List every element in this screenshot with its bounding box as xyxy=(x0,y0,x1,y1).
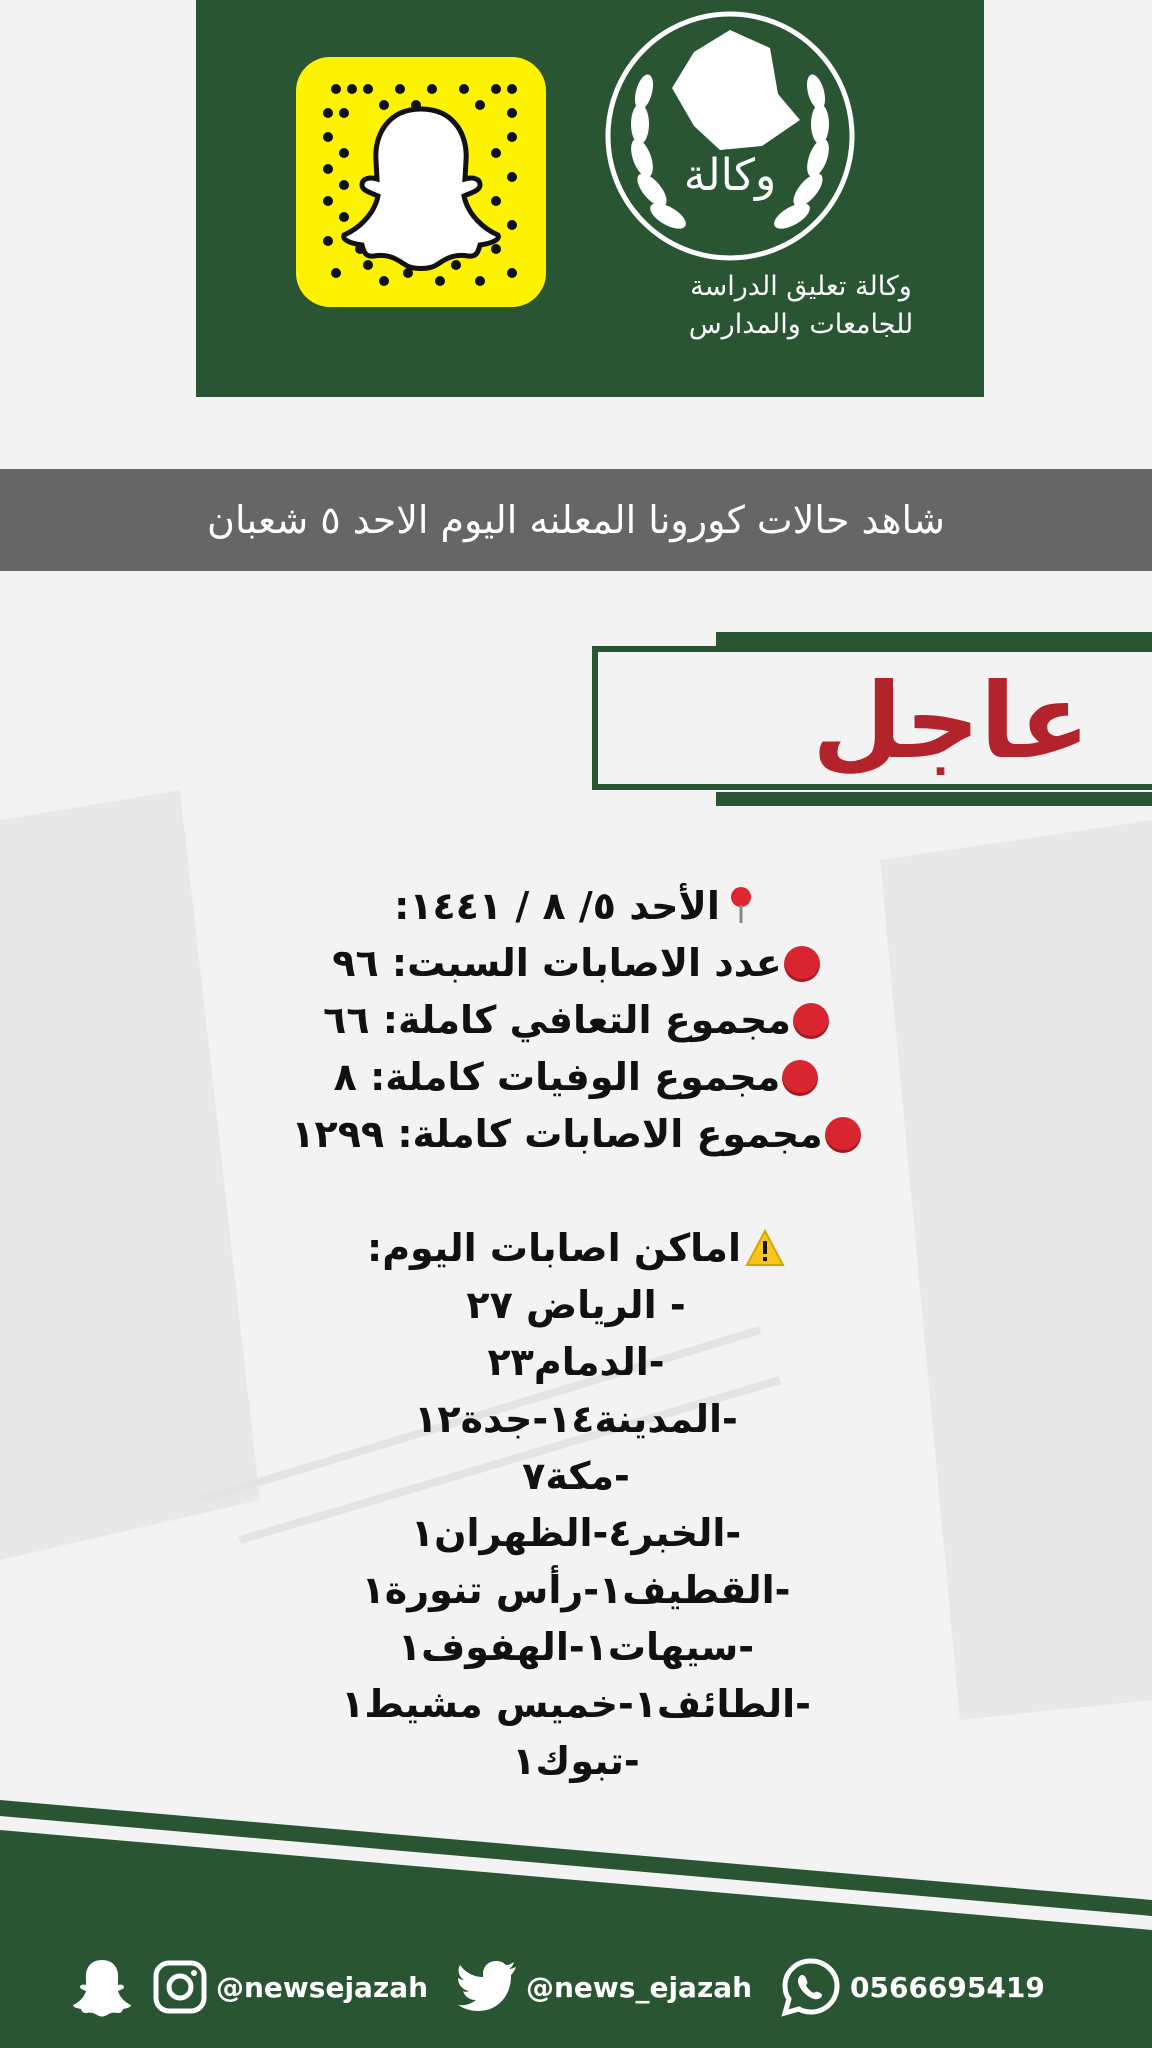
twitter-handle: @news_ejazah xyxy=(526,1970,753,2004)
headline-bar xyxy=(0,469,1152,571)
stat-text: مجموع الاصابات كاملة: ١٢٩٩ xyxy=(291,1112,823,1156)
location-item: -تبوك١ xyxy=(512,1739,640,1783)
red-circle-icon xyxy=(825,1117,861,1153)
instagram-handle: @newsejazah xyxy=(216,1970,429,2004)
locations-heading xyxy=(150,1220,1002,1277)
urgent-band-top xyxy=(716,632,1152,646)
instagram-icon xyxy=(152,1959,208,2015)
stat-total-cases xyxy=(150,1106,1002,1163)
location-item: -سيهات١-الهفوف١ xyxy=(397,1625,755,1669)
stats-content xyxy=(150,878,1002,1790)
whatsapp-icon xyxy=(780,1956,842,2018)
location-item: -الطائف١-خميس مشيط١ xyxy=(341,1682,811,1726)
stat-text: مجموع التعافي كاملة: ٦٦ xyxy=(323,998,791,1042)
urgent-label: عاجل xyxy=(812,660,1090,782)
agency-line-1: وكالة تعليق الدراسة xyxy=(690,271,912,302)
snapchat-code[interactable] xyxy=(296,57,546,307)
emblem-icon xyxy=(602,8,858,264)
whatsapp-link[interactable] xyxy=(780,1956,1045,2018)
instagram-link[interactable] xyxy=(152,1956,428,2018)
snapchat-code-icon xyxy=(296,57,546,307)
headline-text: شاهد حالات كورونا المعلنه اليوم الاحد ٥ شعبان xyxy=(207,498,945,542)
top-banner xyxy=(196,0,984,397)
agency-line-2: للجامعات والمدارس xyxy=(688,309,914,340)
location-item: -المدينة١٤-جدة١٢ xyxy=(414,1397,738,1441)
emblem-word: وكالة xyxy=(683,150,777,201)
stat-text: عدد الاصابات السبت: ٩٦ xyxy=(332,941,782,985)
stat-text: مجموع الوفيات كاملة: ٨ xyxy=(333,1055,781,1099)
snapchat-link[interactable] xyxy=(70,1956,134,2018)
locations-heading-text: اماكن اصابات اليوم: xyxy=(367,1226,741,1270)
location-item: -الخبر٤-الظهران١ xyxy=(410,1511,742,1555)
warning-icon xyxy=(745,1229,785,1267)
phone-number: 0566695419 xyxy=(850,1970,1045,2004)
location-item: - الرياض ٢٧ xyxy=(466,1283,686,1327)
stat-total-recovered xyxy=(150,992,1002,1049)
stat-saturday-cases xyxy=(150,935,1002,992)
snapchat-ghost-icon xyxy=(70,1956,134,2018)
red-circle-icon xyxy=(784,946,820,982)
urgent-band-bottom xyxy=(716,792,1152,806)
location-item: -الدمام٢٣ xyxy=(487,1340,665,1384)
red-circle-icon xyxy=(782,1060,818,1096)
twitter-icon xyxy=(456,1960,518,2014)
date-text: الأحد ٥/ ٨ / ١٤٤١: xyxy=(394,884,720,928)
red-circle-icon xyxy=(793,1003,829,1039)
twitter-link[interactable] xyxy=(456,1956,752,2018)
location-item: -مكة٧ xyxy=(522,1454,630,1498)
stat-total-deaths xyxy=(150,1049,1002,1106)
location-item: -القطيف١-رأس تنورة١ xyxy=(361,1568,791,1612)
date-line xyxy=(150,878,1002,935)
agency-name xyxy=(676,268,926,344)
pin-icon xyxy=(724,885,758,925)
